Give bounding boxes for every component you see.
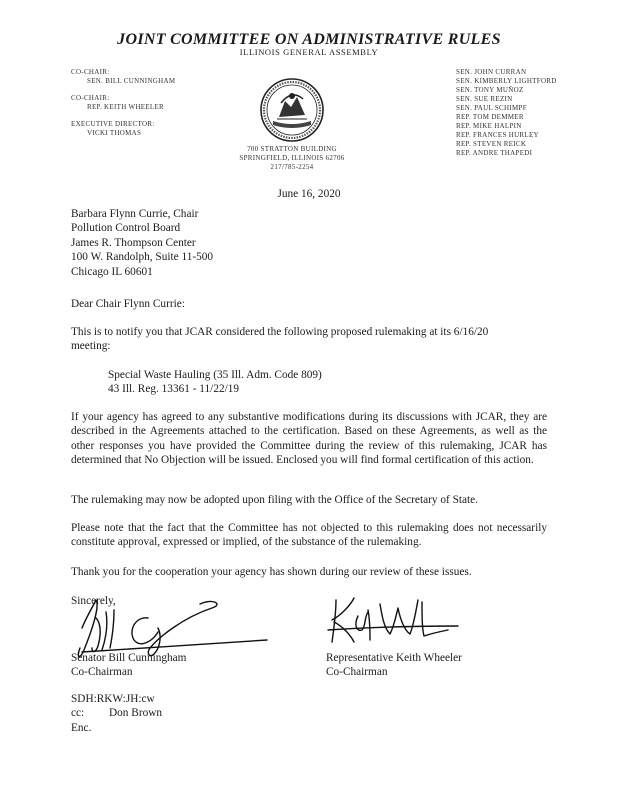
cc-line (71, 706, 162, 720)
member: REP. ANDRE THAPEDI (456, 149, 533, 157)
recipient-line: Pollution Control Board (71, 222, 181, 235)
footer-block (71, 692, 162, 735)
executive-director-name: VICKI THOMAS (87, 129, 142, 137)
letter-date: June 16, 2020 (277, 188, 341, 200)
recipient-line: James R. Thompson Center (71, 236, 196, 249)
signer-name: Senator Bill Cunningham (71, 652, 187, 664)
member: SEN. SUE REZIN (456, 95, 513, 103)
signer-title: Co-Chairman (326, 666, 388, 679)
executive-director-label: EXECUTIVE DIRECTOR: (71, 120, 155, 128)
enclosure-note: Enc. (71, 721, 92, 734)
thanks-paragraph: Thank you for the cooperation your agency has shown during our review of these issues. (71, 566, 472, 578)
cc-name: Don Brown (109, 707, 163, 720)
rule-register-reference: 43 Ill. Reg. 13361 - 11/22/19 (108, 383, 240, 395)
recipient-line: Chicago IL 60601 (71, 265, 153, 278)
co-chair-label: CO-CHAIR: (71, 68, 110, 76)
member: REP. FRANCES HURLEY (456, 131, 539, 139)
address-block (232, 145, 352, 172)
address-line: SPRINGFIELD, ILLINOIS 62706 (239, 154, 345, 162)
approval-note-paragraph: Please note that the fact that the Committee has not objected to this rulemaking does not necessarily constitute approval, expressed or implied, of the substance of the rulemaking. (71, 522, 547, 549)
closing: Sincerely, (71, 595, 116, 607)
member: REP. MIKE HALPIN (456, 122, 522, 130)
rule-title: Special Waste Hauling (35 Ill. Adm. Code 809) (108, 369, 322, 381)
wheeler-signature (318, 590, 468, 650)
address-line: 700 STRATTON BUILDING (247, 145, 337, 153)
recipient-line: Barbara Flynn Currie, Chair (71, 208, 199, 220)
phone-number: 217/785-2254 (270, 163, 314, 171)
typist-initials: SDH:RKW:JH:cw (71, 693, 155, 705)
state-seal-icon (259, 77, 325, 143)
member: REP. TOM DEMMER (456, 113, 524, 121)
recipient-address (71, 207, 213, 279)
cc-label: cc: (71, 707, 85, 720)
salutation: Dear Chair Flynn Currie: (71, 298, 185, 310)
signer-name: Representative Keith Wheeler (326, 652, 462, 664)
member: SEN. PAUL SCHIMPF (456, 104, 527, 112)
notice-paragraph-line: This is to notify you that JCAR considered the following proposed rulemaking at its 6/16/20 (71, 326, 489, 338)
committee-title: JOINT COMMITTEE ON ADMINISTRATIVE RULES (117, 31, 501, 48)
member: SEN. KIMBERLY LIGHTFORD (456, 77, 557, 85)
agreements-paragraph: If your agency has agreed to any substantive modifications during its discussions with JCAR, they are described in the Agreements attached to the certification. Based on these Agreements, as well as the other responses you have provided the Committee during the review of this rulemaking, JCAR has determined that No Objection will be issued. Enclosed you will find formal certification of this action. (71, 411, 547, 467)
co-chair-label: CO-CHAIR: (71, 94, 110, 102)
recipient-line: 100 W. Randolph, Suite 11-500 (71, 251, 214, 264)
member: SEN. TONY MUÑOZ (456, 86, 524, 94)
members-list (456, 68, 557, 158)
signer-cunningham (71, 651, 186, 680)
co-chairs-block (71, 68, 175, 138)
co-chair-name: REP. KEITH WHEELER (87, 103, 165, 111)
notice-paragraph-line: meeting: (71, 340, 111, 352)
adoption-paragraph: The rulemaking may now be adopted upon filing with the Office of the Secretary of State. (71, 494, 478, 506)
co-chair-name: SEN. BILL CUNNINGHAM (87, 77, 176, 85)
signer-title: Co-Chairman (71, 666, 133, 679)
signer-wheeler (326, 651, 462, 680)
member: REP. STEVEN REICK (456, 140, 527, 148)
assembly-subtitle: ILLINOIS GENERAL ASSEMBLY (239, 47, 379, 57)
member: SEN. JOHN CURRAN (456, 68, 527, 76)
